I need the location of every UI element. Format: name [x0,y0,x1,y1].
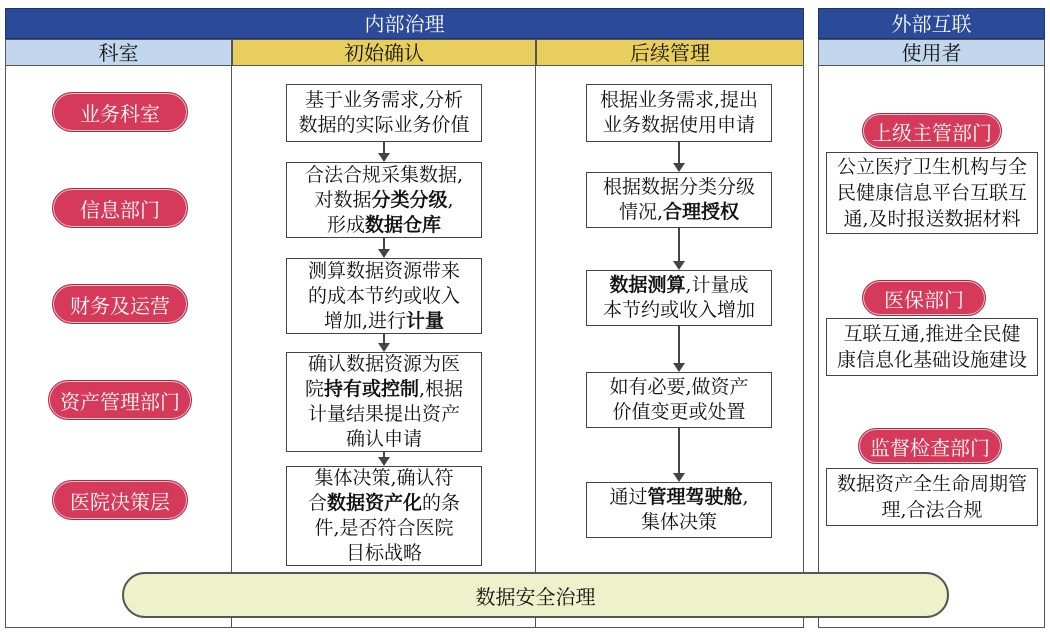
step-text: 业务数据使用申请 [602,114,755,136]
initial-flow-arrowhead [378,457,390,466]
followup-step-box [586,84,772,142]
followup-step-box [586,270,772,326]
step-text: 形成 [326,213,365,236]
user-desc-box: 数据资产全生命周期管理,合法合规 [826,468,1038,526]
emphasis-text: 数据资产化 [326,492,422,514]
step-text: 合 [307,492,327,514]
followup-flow-arrowhead [673,163,685,172]
emphasis-text: 管理驾驶舱 [647,486,743,508]
emphasis-text: 数据测算 [609,274,686,296]
user-pill: 监督检查部门 [858,428,1002,464]
dept-pill: 医院决策层 [52,480,188,520]
step-text: 的成本节约或收入 [307,284,460,307]
col-header-users: 使用者 [818,39,1045,66]
initial-step-box [286,258,482,334]
step-text: 合法合规采集数据, [304,163,464,186]
step-text: 确认数据资源为医 [307,353,460,375]
dept-pill: 业务科室 [52,92,188,132]
followup-step-box [586,172,772,228]
followup-column [536,66,804,628]
followup-flow-arrowhead [673,261,685,270]
user-pill: 上级主管部门 [862,113,1002,149]
initial-flow-arrow-line [383,142,385,153]
step-text: 院 [304,378,324,400]
step-text: 通过 [609,486,648,508]
step-text: 集体决策,确认符 [314,467,454,489]
emphasis-text: 持有或控制 [323,378,419,400]
dept-pill: 信息部门 [52,188,188,228]
step-text: 件,是否符合医院 [314,517,454,539]
internal-governance-header: 内部治理 [5,8,804,39]
col-header-dept: 科室 [5,39,232,66]
step-text: , [742,486,749,508]
step-text: 测算数据资源带来 [307,259,460,282]
followup-step-box [586,482,772,538]
step-text: 本节约或收入增加 [602,299,755,321]
followup-flow-arrow-line [678,326,680,363]
step-text: , [447,188,454,211]
col-header-initial: 初始确认 [232,39,536,66]
external-interconnect-header: 外部互联 [818,8,1045,39]
initial-step-box [286,162,482,238]
step-text: 情况, [618,201,663,223]
emphasis-text: 合理授权 [663,201,740,223]
initial-flow-arrow-line [383,334,385,343]
col-header-followup: 后续管理 [536,39,804,66]
dept-pill: 资产管理部门 [48,380,192,420]
step-text: 的条 [422,492,461,514]
data-security-governance-bar: 数据安全治理 [122,572,949,618]
step-text: 增加,进行 [323,309,406,332]
step-text: 根据数据分类分级 [602,176,755,198]
emphasis-text: 分类分级 [371,188,448,211]
followup-flow-arrowhead [673,473,685,482]
step-text: 价值变更或处置 [612,401,746,423]
initial-flow-arrowhead [378,153,390,162]
initial-flow-arrowhead [378,343,390,352]
followup-flow-arrowhead [673,363,685,372]
step-text: 计量结果提出资产 [307,403,460,425]
step-text: 对数据 [314,188,372,211]
step-text: 基于业务需求,分析 [304,89,464,111]
emphasis-text: 数据仓库 [364,213,441,236]
step-text: ,根据 [418,378,464,400]
initial-step-box [286,352,482,452]
followup-flow-arrow-line [678,228,680,261]
dept-column [5,66,232,628]
emphasis-text: 计量 [406,309,445,332]
step-text: 目标战略 [345,542,422,564]
step-text: 集体决策 [640,511,717,533]
user-desc-box: 互联互通,推进全民健康信息化基础设施建设 [826,318,1038,376]
user-desc-box: 公立医疗卫生机构与全民健康信息平台互联互通,及时报送数据材料 [826,152,1038,234]
step-text: ,计量成 [685,274,749,296]
user-pill: 医保部门 [862,280,986,316]
followup-step-box [586,372,772,428]
dept-pill: 财务及运营 [52,284,188,324]
initial-step-box [286,84,482,142]
step-text: 确认申请 [345,428,422,450]
followup-flow-arrow-line [678,142,680,163]
initial-flow-arrow-line [383,238,385,249]
initial-step-box [286,466,482,566]
followup-flow-arrow-line [678,428,680,473]
step-text: 根据业务需求,提出 [599,89,759,111]
step-text: 如有必要,做资产 [609,376,749,398]
step-text: 数据的实际业务价值 [298,114,470,136]
initial-flow-arrowhead [378,249,390,258]
